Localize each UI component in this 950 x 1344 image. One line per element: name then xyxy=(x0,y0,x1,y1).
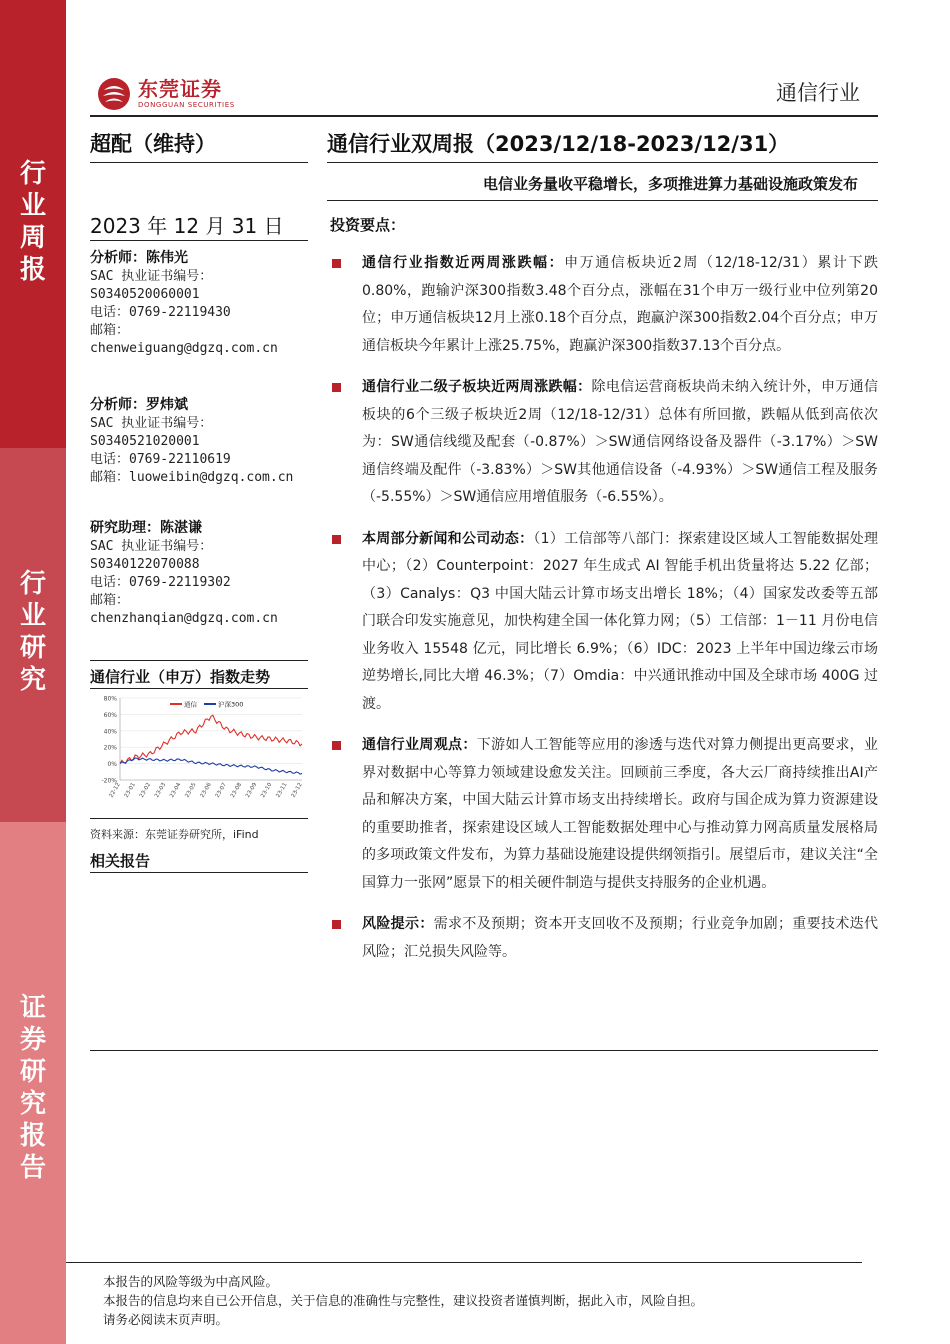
analyst-line: S0340122070088 xyxy=(90,557,200,572)
right-title-divider xyxy=(327,162,878,163)
chart-y-tick-label: 20% xyxy=(103,744,117,752)
chart-y-tick-label: 40% xyxy=(103,728,117,736)
sidebar-label-weekly xyxy=(0,158,66,286)
bullet-title: 通信行业指数近两周涨跌幅： xyxy=(362,255,565,271)
sidebar-label-research xyxy=(0,568,66,696)
header-divider xyxy=(90,115,878,117)
report-date: 2023 年 12 月 31 日 xyxy=(90,214,284,238)
chart-x-tick-label: 23-07 xyxy=(214,782,228,799)
bullet-text: 下游如人工智能等应用的渗透与迭代对算力侧提出更高要求，业界对数据中心等算力领域建设愈发关注。回顾前三季度，各大云厂商持续推出AI产品和解决方案，中国大陆云计算市场支出持续增长。政府与国企成为算力资源建设的重要助推者，探索建设区域人工智能数据处理中心与推动算力网高质量发展格局的多项政策文件发布，为算力基础设施建设提供纲领指引。展望后市，建议关注“全国算力一张网”愿景下的相关硬件制造与提供支持服务的企业机遇。 xyxy=(362,737,879,891)
bullet-square-icon xyxy=(332,920,341,929)
chart-x-tick-label: 23-06 xyxy=(199,782,213,799)
analyst-name: 分析师：罗炜斌 xyxy=(90,397,188,413)
logo-en: DONGGUAN SECURITIES xyxy=(138,101,235,109)
sidebar-text: 证券研究报告 xyxy=(19,993,46,1183)
logo-cn: 东莞证券 xyxy=(138,77,222,101)
analyst-email[interactable]: 邮箱：luoweibin@dgzq.com.cn xyxy=(90,470,294,485)
analyst-block-1 xyxy=(90,248,310,358)
bullet-title: 风险提示： xyxy=(362,916,434,932)
chart-x-tick-label: 22-12 xyxy=(108,782,122,799)
analyst-line: SAC 执业证书编号： xyxy=(90,269,213,284)
sidebar-text: 行业研究 xyxy=(19,569,46,695)
index-trend-chart xyxy=(90,690,308,808)
logo-mark-icon xyxy=(96,76,132,112)
report-title: 通信行业双周报（2023/12/18-2023/12/31） xyxy=(327,132,790,156)
date-divider xyxy=(90,240,308,241)
footer-line: 本报告的风险等级为中高风险。 xyxy=(103,1274,279,1289)
bullet-item xyxy=(330,911,878,966)
analyst-line: SAC 执业证书编号： xyxy=(90,539,213,554)
bullet-item xyxy=(330,526,878,719)
bullet-text: （1）工信部等八部门：探索建设区域人工智能数据处理中心；（2）Counterpoint：2027 年生成式 AI 智能手机出货量将达 5.22 亿部；（3）Canalys：Q3 中国大陆云计算市场支出增长 18%；（4）国家发改委等五部门联合印发实施意见，加快构建全国一体化算力网；（5）工信部：1－11 月份电信业务收入 15548 亿元，同比增长 6.9%；（6）IDC：2023 上半年中国边缘云市场逆势增长,同比大增 46.3%；（7）Omdia：中兴通讯推动中国及全球市场 400G 过渡。 xyxy=(362,530,879,712)
analyst-line: 电话：0769-22119302 xyxy=(90,575,231,590)
analyst-email[interactable]: chenzhanqian@dgzq.com.cn xyxy=(90,611,278,626)
bullet-item xyxy=(330,250,878,360)
chart-x-tick-label: 23-09 xyxy=(245,782,259,799)
company-logo xyxy=(96,76,235,112)
footer-line: 请务必阅读末页声明。 xyxy=(103,1312,229,1327)
chart-x-tick-label: 23-03 xyxy=(154,782,168,799)
investment-points xyxy=(330,250,878,980)
chart-title: 通信行业（申万）指数走势 xyxy=(90,668,271,686)
analyst-email[interactable]: chenweiguang@dgzq.com.cn xyxy=(90,341,278,356)
bullet-text: 申万通信板块近2周（12/18-12/31）累计下跌0.80%，跑输沪深300指数3.48个百分点，涨幅在31个申万一级行业中位列第20位；申万通信板块12月上涨0.18个百分点，跑赢沪深300指数2.04个百分点；申万通信板块今年累计上涨25.75%，跑赢沪深300指数37.13个百分点。 xyxy=(362,255,878,354)
analyst-line: 电话：0769-22110619 xyxy=(90,452,231,467)
chart-x-tick-label: 23-02 xyxy=(138,782,153,799)
chart-y-tick-label: -20% xyxy=(101,777,117,785)
footer-disclaimer xyxy=(103,1272,703,1329)
chart-y-tick-label: 0% xyxy=(107,761,117,769)
chart-y-tick-label: 80% xyxy=(103,695,117,703)
bullet-text: 需求不及预期；资本开支回收不及预期；行业竞争加剧；重要技术迭代风险；汇兑损失风险等。 xyxy=(362,916,879,960)
chart-x-tick-label: 23-08 xyxy=(229,782,244,799)
chart-y-tick-label: 60% xyxy=(103,711,117,719)
analyst-line: S0340521020001 xyxy=(90,434,200,449)
chart-x-tick-label: 23-05 xyxy=(184,782,198,799)
analyst-block-2 xyxy=(90,395,310,487)
chart-title-divider xyxy=(90,688,308,689)
bullet-item xyxy=(330,374,878,512)
chart-x-tick-label: 23-04 xyxy=(169,782,183,799)
sidebar-segment-report xyxy=(0,822,66,1344)
sidebar-label-report xyxy=(0,992,66,1184)
chart-top-divider xyxy=(90,660,308,661)
analyst-name: 分析师：陈伟光 xyxy=(90,250,188,266)
analyst-block-3 xyxy=(90,518,310,628)
related-reports-heading: 相关报告 xyxy=(90,852,151,870)
rating: 超配（维持） xyxy=(90,132,216,156)
content-bottom-divider xyxy=(90,1050,878,1051)
bullet-title: 通信行业周观点： xyxy=(362,737,477,753)
header-industry: 通信行业 xyxy=(776,81,860,105)
bullet-square-icon xyxy=(332,259,341,268)
analyst-line: S0340520060001 xyxy=(90,287,200,302)
chart-x-tick-label: 23-01 xyxy=(123,782,137,799)
report-subtitle: 电信业务量收平稳增长，多项推进算力基础设施政策发布 xyxy=(482,175,858,193)
bullet-square-icon xyxy=(332,383,341,392)
footer-line: 本报告的信息均来自已公开信息，关于信息的准确性与完整性，建议投资者谨慎判断，据此入市，风险自担。 xyxy=(103,1293,704,1308)
bullet-square-icon xyxy=(332,741,341,750)
chart-series-line-telecom xyxy=(120,715,302,763)
related-divider xyxy=(90,872,308,873)
bullet-title: 本周部分新闻和公司动态： xyxy=(362,530,534,547)
bullet-square-icon xyxy=(332,535,341,544)
analyst-line: 邮箱： xyxy=(90,593,130,608)
analyst-line: SAC 执业证书编号： xyxy=(90,416,213,431)
bullet-text: 除电信运营商板块尚未纳入统计外，申万通信板块的6个三级子板块近2周（12/18-12/31）总体有所回撤，跌幅从低到高依次为：SW通信线缆及配套（-0.87%）＞SW通信网络设备及器件（-3.17%）＞SW通信终端及配件（-3.83%）＞SW其他通信设备（-4.93%）＞SW通信工程及服务（-5.55%）＞SW通信应用增值服务（-6.55%）。 xyxy=(362,379,879,505)
sidebar-segment-research xyxy=(0,448,66,822)
chart-x-tick-label: 23-10 xyxy=(260,782,274,799)
chart-source: 资料来源：东莞证券研究所，iFind xyxy=(90,828,259,841)
investment-points-heading: 投资要点： xyxy=(330,216,406,234)
sidebar-segment-weekly xyxy=(0,0,66,448)
footer-divider xyxy=(66,1262,862,1263)
chart-series-line-hs300 xyxy=(120,758,302,774)
bullet-title: 通信行业二级子板块近两周涨跌幅： xyxy=(362,379,592,395)
chart-x-tick-label: 23-12 xyxy=(290,782,304,799)
chart-bottom-divider xyxy=(90,818,308,819)
subtitle-divider xyxy=(327,200,878,201)
chart-legend-label: 沪深300 xyxy=(218,700,244,709)
left-title-divider xyxy=(90,162,308,163)
chart-legend-label: 通信 xyxy=(184,700,197,709)
analyst-line: 电话：0769-22119430 xyxy=(90,305,231,320)
analyst-line: 邮箱： xyxy=(90,323,130,338)
chart-x-tick-label: 23-11 xyxy=(275,782,289,799)
bullet-item xyxy=(330,732,878,897)
analyst-name: 研究助理：陈湛谦 xyxy=(90,520,202,536)
sidebar-text: 行业周报 xyxy=(19,159,46,285)
